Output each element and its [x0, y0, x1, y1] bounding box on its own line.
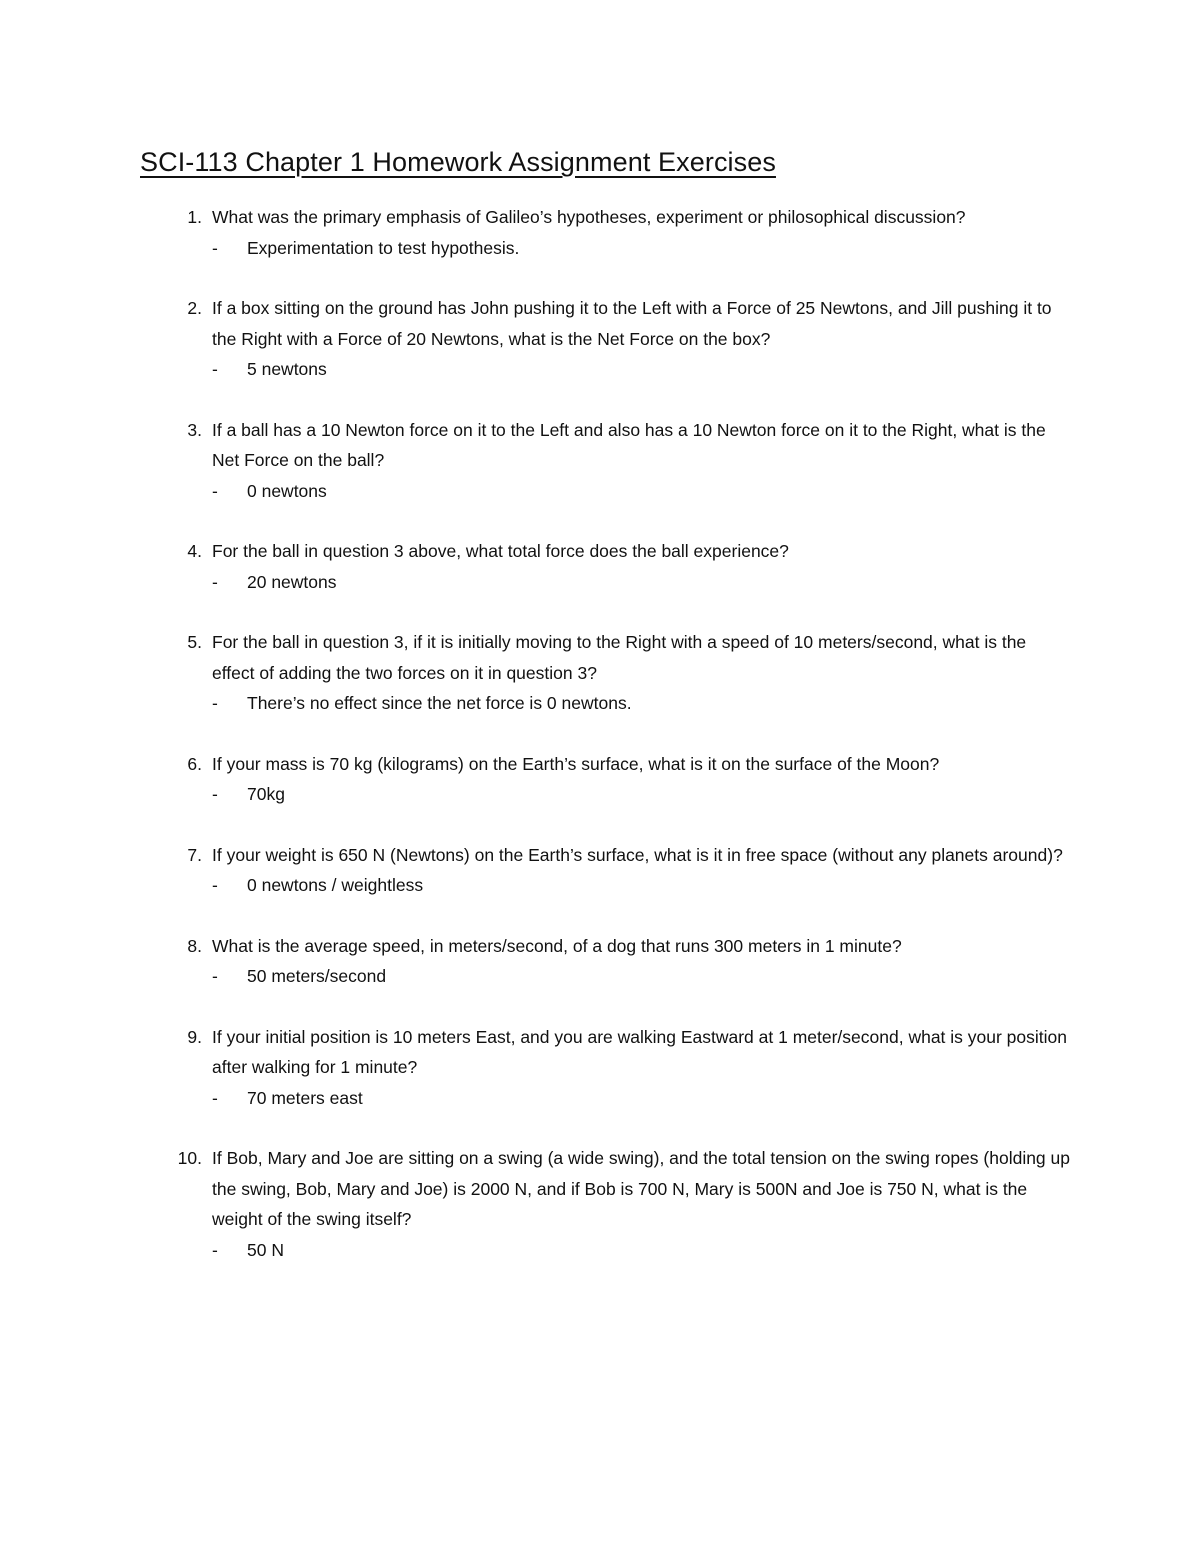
answer-text: 20 newtons [247, 571, 337, 592]
question-text: If a box sitting on the ground has John pushing it to the Left with a Force of 25 Newtons, and Jill pushing it to the Right with a Force of 20 Newtons, what is the Net Force on the box? [212, 298, 1052, 349]
answer-bullet: - [212, 359, 218, 379]
question-number: 7. [187, 844, 202, 865]
answer-text: 0 newtons [247, 480, 327, 501]
question-number: 3. [187, 419, 202, 440]
answer-line [212, 870, 1080, 901]
answer-text: Experimentation to test hypothesis. [247, 237, 520, 258]
answer-text: 0 newtons / weightless [247, 875, 424, 895]
question-item [140, 293, 1080, 385]
answer-bullet: - [212, 693, 218, 713]
answer-bullet: - [212, 784, 218, 804]
question-text: For the ball in question 3 above, what total force does the ball experience? [212, 541, 789, 561]
question-text: For the ball in question 3, if it is initially moving to the Right with a speed of 10 meters/second, what is the effect of adding the two forces on it in question 3? [212, 632, 1027, 683]
answer-line [212, 1235, 1080, 1266]
answer-bullet: - [212, 571, 218, 592]
question-text: What is the average speed, in meters/second, of a dog that runs 300 meters in 1 minute? [212, 935, 902, 956]
question-item [140, 749, 1080, 810]
question-item [140, 1143, 1080, 1265]
question-item [140, 1022, 1080, 1114]
answer-line [212, 779, 1080, 810]
question-number: 5. [187, 632, 202, 652]
question-text: If your weight is 650 N (Newtons) on the Earth’s surface, what is it in free space (without any planets around)? [212, 844, 1063, 865]
question-number: 6. [187, 753, 202, 774]
question-number: 4. [187, 541, 202, 561]
question-number: 8. [187, 935, 202, 956]
question-item [140, 202, 1080, 263]
answer-line [212, 354, 1080, 385]
answer-bullet: - [212, 875, 218, 895]
question-number: 2. [187, 298, 202, 318]
answer-line [212, 567, 1080, 598]
answer-text: 5 newtons [247, 359, 327, 379]
answer-line [212, 961, 1080, 992]
answer-bullet: - [212, 966, 218, 986]
question-text: If Bob, Mary and Joe are sitting on a swing (a wide swing), and the total tension on the swing ropes (holding up the swing, Bob, Mary and Joe) is 2000 N, and if Bob is 700 N, Mary is 500N and Joe is 750 N, what is the weight of the swing itself? [212, 1148, 1070, 1229]
question-list [140, 202, 1080, 1295]
answer-bullet: - [212, 1087, 218, 1108]
answer-line [212, 476, 1080, 507]
answer-bullet: - [212, 237, 218, 258]
question-item [140, 931, 1080, 992]
question-text: If your mass is 70 kg (kilograms) on the Earth’s surface, what is it on the surface of the Moon? [212, 753, 940, 774]
answer-line [212, 233, 1080, 264]
question-number: 10. [177, 1148, 202, 1168]
answer-line [212, 1083, 1080, 1114]
question-item [140, 840, 1080, 901]
question-item [140, 415, 1080, 507]
answer-text: 50 N [247, 1239, 284, 1260]
question-text: If your initial position is 10 meters East, and you are walking Eastward at 1 meter/second, what is your position after walking for 1 minute? [212, 1026, 1068, 1077]
question-text: What was the primary emphasis of Galileo’s hypotheses, experiment or philosophical discussion? [212, 207, 966, 227]
question-item [140, 627, 1080, 719]
answer-text: 70kg [247, 784, 285, 804]
question-text: If a ball has a 10 Newton force on it to the Left and also has a 10 Newton force on it to the Right, what is the Net Force on the ball? [212, 419, 1046, 470]
answer-bullet: - [212, 1239, 218, 1260]
answer-text: 70 meters east [247, 1087, 363, 1108]
answer-text: There’s no effect since the net force is 0 newtons. [247, 693, 632, 713]
page-title: SCI-113 Chapter 1 Homework Assignment Exercises [140, 147, 776, 177]
answer-line [212, 688, 1080, 719]
question-number: 1. [187, 207, 202, 227]
question-number: 9. [187, 1026, 202, 1047]
question-item [140, 536, 1080, 597]
answer-bullet: - [212, 480, 218, 501]
answer-text: 50 meters/second [247, 966, 387, 986]
